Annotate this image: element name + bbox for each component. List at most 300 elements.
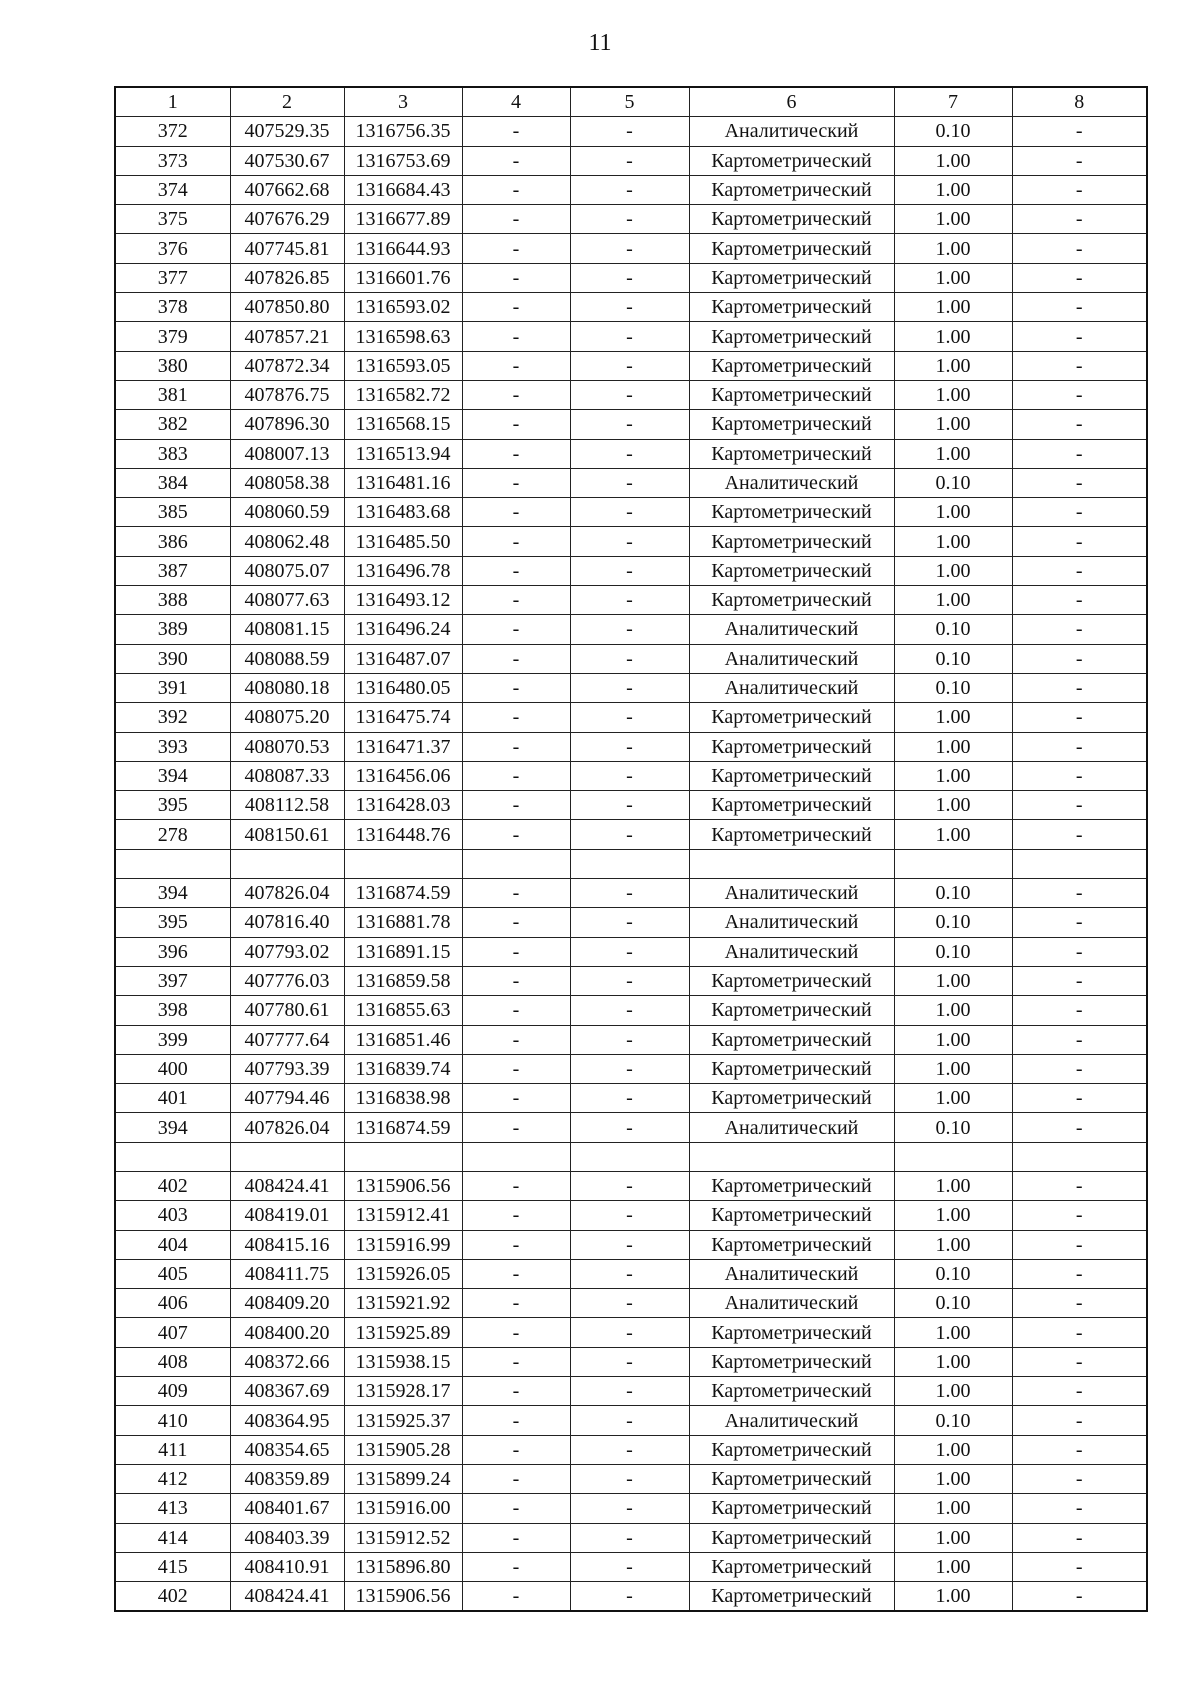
table-cell: 1316874.59 — [344, 879, 462, 908]
table-cell: - — [570, 293, 689, 322]
table-cell: 1.00 — [894, 1464, 1012, 1493]
table-cell: 410 — [115, 1406, 230, 1435]
table-row — [115, 849, 1147, 878]
table-cell: 403 — [115, 1201, 230, 1230]
table-cell: 408424.41 — [230, 1171, 344, 1200]
table-cell: 407872.34 — [230, 351, 344, 380]
table-cell: - — [462, 468, 570, 497]
table-cell: - — [462, 879, 570, 908]
table-cell: - — [570, 1054, 689, 1083]
table-cell: 1316891.15 — [344, 937, 462, 966]
table-cell: - — [462, 263, 570, 292]
table-cell: 413 — [115, 1494, 230, 1523]
table-cell: Картометрический — [689, 1230, 894, 1259]
table-cell: 1.00 — [894, 1318, 1012, 1347]
table-cell: Аналитический — [689, 117, 894, 146]
table-header-row — [115, 87, 1147, 117]
table-row — [115, 1494, 1147, 1523]
table-cell: 1.00 — [894, 966, 1012, 995]
table-row — [115, 1084, 1147, 1113]
table-cell: 408403.39 — [230, 1523, 344, 1552]
table-cell — [230, 849, 344, 878]
table-cell — [462, 849, 570, 878]
table-cell: Картометрический — [689, 1084, 894, 1113]
table-cell: Картометрический — [689, 205, 894, 234]
table-cell: 408060.59 — [230, 498, 344, 527]
table-cell: - — [1012, 1377, 1147, 1406]
table-row — [115, 644, 1147, 673]
table-cell: Картометрический — [689, 498, 894, 527]
table-cell: 407826.04 — [230, 879, 344, 908]
table-cell: 1.00 — [894, 527, 1012, 556]
table-cell: - — [462, 1464, 570, 1493]
table-cell: - — [1012, 1171, 1147, 1200]
table-cell: 384 — [115, 468, 230, 497]
table-cell: - — [570, 1435, 689, 1464]
table-cell: - — [570, 1552, 689, 1581]
table-cell: 1315916.99 — [344, 1230, 462, 1259]
table-cell: 1316881.78 — [344, 908, 462, 937]
table-cell: Картометрический — [689, 996, 894, 1025]
table-cell: - — [1012, 1084, 1147, 1113]
table-cell: 1316855.63 — [344, 996, 462, 1025]
table-cell: 408075.07 — [230, 556, 344, 585]
table-cell: - — [570, 732, 689, 761]
column-header: 7 — [894, 87, 1012, 117]
table-row — [115, 791, 1147, 820]
table-cell — [1012, 1142, 1147, 1171]
table-cell: 0.10 — [894, 117, 1012, 146]
table-cell: - — [462, 1171, 570, 1200]
table-cell: - — [462, 937, 570, 966]
table-cell: 1315906.56 — [344, 1171, 462, 1200]
table-cell: 408400.20 — [230, 1318, 344, 1347]
table-cell: 407780.61 — [230, 996, 344, 1025]
table-cell: 408007.13 — [230, 439, 344, 468]
table-cell: 407876.75 — [230, 380, 344, 409]
table-cell: 1.00 — [894, 1054, 1012, 1083]
table-row — [115, 1289, 1147, 1318]
table-cell: - — [570, 1523, 689, 1552]
table-cell — [570, 849, 689, 878]
table-row — [115, 1142, 1147, 1171]
table-cell: - — [1012, 761, 1147, 790]
table-cell: 1.00 — [894, 146, 1012, 175]
table-cell: - — [1012, 556, 1147, 585]
table-cell: Картометрический — [689, 1347, 894, 1376]
table-cell: 408424.41 — [230, 1582, 344, 1612]
column-header: 5 — [570, 87, 689, 117]
table-cell: 0.10 — [894, 644, 1012, 673]
table-cell: - — [570, 175, 689, 204]
table-cell: - — [462, 117, 570, 146]
table-cell: Картометрический — [689, 1318, 894, 1347]
table-cell: - — [570, 1464, 689, 1493]
table-row — [115, 879, 1147, 908]
table-cell: - — [570, 586, 689, 615]
table-cell: 394 — [115, 761, 230, 790]
table-cell: - — [462, 1230, 570, 1259]
table-cell: - — [1012, 468, 1147, 497]
column-header: 2 — [230, 87, 344, 117]
table-row — [115, 1201, 1147, 1230]
table-cell: 1.00 — [894, 1552, 1012, 1581]
table-cell: - — [1012, 1289, 1147, 1318]
table-cell: - — [570, 234, 689, 263]
table-cell: Аналитический — [689, 644, 894, 673]
table-cell: - — [462, 1435, 570, 1464]
table-cell: - — [462, 175, 570, 204]
table-cell: 408372.66 — [230, 1347, 344, 1376]
table-cell: 373 — [115, 146, 230, 175]
table-cell — [570, 1142, 689, 1171]
table-cell: 394 — [115, 1113, 230, 1142]
table-cell: - — [1012, 820, 1147, 849]
column-header: 4 — [462, 87, 570, 117]
table-cell: 1315899.24 — [344, 1464, 462, 1493]
table-cell: - — [570, 703, 689, 732]
table-cell: 376 — [115, 234, 230, 263]
table-cell: Картометрический — [689, 146, 894, 175]
table-cell: 374 — [115, 175, 230, 204]
table-cell: - — [462, 703, 570, 732]
table-cell: Картометрический — [689, 586, 894, 615]
table-cell: - — [570, 1318, 689, 1347]
table-cell: - — [1012, 732, 1147, 761]
table-cell: Картометрический — [689, 410, 894, 439]
table-cell: 1316839.74 — [344, 1054, 462, 1083]
table-cell: 1316753.69 — [344, 146, 462, 175]
table-cell: 1315896.80 — [344, 1552, 462, 1581]
table-cell: - — [462, 1494, 570, 1523]
table-row — [115, 351, 1147, 380]
table-cell: Картометрический — [689, 527, 894, 556]
table-cell: - — [570, 1171, 689, 1200]
table-cell: 1316593.05 — [344, 351, 462, 380]
table-cell: 1316483.68 — [344, 498, 462, 527]
table-cell: - — [570, 468, 689, 497]
table-cell: 1315912.52 — [344, 1523, 462, 1552]
table-cell: Аналитический — [689, 1113, 894, 1142]
table-cell: 1316582.72 — [344, 380, 462, 409]
table-row — [115, 322, 1147, 351]
table-cell: 382 — [115, 410, 230, 439]
table-cell: 1316428.03 — [344, 791, 462, 820]
table-cell: - — [570, 615, 689, 644]
table-cell: - — [462, 351, 570, 380]
table-cell: 408070.53 — [230, 732, 344, 761]
table-cell: Картометрический — [689, 175, 894, 204]
table-row — [115, 1552, 1147, 1581]
table-row — [115, 1171, 1147, 1200]
table-cell — [689, 1142, 894, 1171]
table-cell: 409 — [115, 1377, 230, 1406]
table-cell: 1316601.76 — [344, 263, 462, 292]
table-cell: 408081.15 — [230, 615, 344, 644]
table-row — [115, 1377, 1147, 1406]
table-cell: - — [570, 937, 689, 966]
table-cell — [689, 849, 894, 878]
table-cell: 407826.04 — [230, 1113, 344, 1142]
table-row — [115, 966, 1147, 995]
table-cell: 392 — [115, 703, 230, 732]
table-cell: 1.00 — [894, 1494, 1012, 1523]
table-cell: 375 — [115, 205, 230, 234]
table-cell: 372 — [115, 117, 230, 146]
table-cell: 1316568.15 — [344, 410, 462, 439]
table-cell: 394 — [115, 879, 230, 908]
table-cell: - — [462, 908, 570, 937]
table-cell: - — [570, 1084, 689, 1113]
table-cell: - — [1012, 1406, 1147, 1435]
table-cell: 1316513.94 — [344, 439, 462, 468]
table-cell: - — [1012, 1464, 1147, 1493]
table-row — [115, 703, 1147, 732]
table-cell: - — [462, 791, 570, 820]
table-cell: 0.10 — [894, 468, 1012, 497]
table-cell: - — [1012, 498, 1147, 527]
table-cell: Аналитический — [689, 937, 894, 966]
table-cell: 407826.85 — [230, 263, 344, 292]
table-cell: 1316756.35 — [344, 117, 462, 146]
table-row — [115, 175, 1147, 204]
table-cell: 407676.29 — [230, 205, 344, 234]
table-cell: - — [462, 1259, 570, 1288]
table-cell: Аналитический — [689, 673, 894, 702]
table-cell: - — [1012, 380, 1147, 409]
table-cell: Картометрический — [689, 1464, 894, 1493]
table-cell: - — [570, 673, 689, 702]
table-row — [115, 1435, 1147, 1464]
table-cell: Картометрический — [689, 1582, 894, 1612]
table-cell: - — [462, 293, 570, 322]
table-cell: - — [570, 1201, 689, 1230]
table-cell: 1315916.00 — [344, 1494, 462, 1523]
table-cell: - — [1012, 1230, 1147, 1259]
table-cell: - — [462, 234, 570, 263]
table-cell: 1.00 — [894, 1201, 1012, 1230]
table-cell: 389 — [115, 615, 230, 644]
table-cell: - — [462, 1582, 570, 1612]
table-row — [115, 468, 1147, 497]
table-cell: 1316859.58 — [344, 966, 462, 995]
table-cell: 1.00 — [894, 1025, 1012, 1054]
table-cell — [344, 849, 462, 878]
table-cell: Аналитический — [689, 1289, 894, 1318]
table-cell: - — [462, 439, 570, 468]
table-cell: 408077.63 — [230, 586, 344, 615]
table-cell: - — [462, 996, 570, 1025]
table-cell: - — [570, 498, 689, 527]
table-cell: - — [1012, 175, 1147, 204]
table-cell: - — [1012, 908, 1147, 937]
table-row — [115, 293, 1147, 322]
table-row — [115, 937, 1147, 966]
table-cell: 408075.20 — [230, 703, 344, 732]
table-cell: 1316448.76 — [344, 820, 462, 849]
table-cell: Картометрический — [689, 439, 894, 468]
table-cell: 408409.20 — [230, 1289, 344, 1318]
table-row — [115, 556, 1147, 585]
table-cell: 278 — [115, 820, 230, 849]
table-cell — [230, 1142, 344, 1171]
table-cell: 1.00 — [894, 205, 1012, 234]
table-cell: 1316456.06 — [344, 761, 462, 790]
table-cell: 1.00 — [894, 703, 1012, 732]
table-cell: 1.00 — [894, 1435, 1012, 1464]
table-row — [115, 586, 1147, 615]
table-cell: 408080.18 — [230, 673, 344, 702]
table-row — [115, 410, 1147, 439]
table-cell: 408364.95 — [230, 1406, 344, 1435]
table-cell: - — [570, 791, 689, 820]
table-cell: 408354.65 — [230, 1435, 344, 1464]
table-cell: - — [1012, 996, 1147, 1025]
table-cell: - — [570, 1289, 689, 1318]
coordinates-table — [114, 86, 1148, 1612]
table-row — [115, 234, 1147, 263]
table-cell: - — [462, 1377, 570, 1406]
table-cell: 408359.89 — [230, 1464, 344, 1493]
table-cell: - — [1012, 937, 1147, 966]
table-row — [115, 1347, 1147, 1376]
table-cell: Аналитический — [689, 615, 894, 644]
table-cell: 412 — [115, 1464, 230, 1493]
table-row — [115, 996, 1147, 1025]
table-cell: - — [570, 644, 689, 673]
table-cell: 1315906.56 — [344, 1582, 462, 1612]
table-cell: 396 — [115, 937, 230, 966]
table-cell: 1.00 — [894, 1347, 1012, 1376]
table-cell: 1.00 — [894, 351, 1012, 380]
table-cell: 379 — [115, 322, 230, 351]
table-cell: Аналитический — [689, 468, 894, 497]
table-cell — [115, 1142, 230, 1171]
table-cell: - — [570, 996, 689, 1025]
table-cell: 408062.48 — [230, 527, 344, 556]
table-row — [115, 263, 1147, 292]
table-cell: - — [570, 322, 689, 351]
table-cell: - — [570, 527, 689, 556]
table-cell: - — [570, 1582, 689, 1612]
table-row — [115, 146, 1147, 175]
table-cell: 407529.35 — [230, 117, 344, 146]
table-cell: Картометрический — [689, 1377, 894, 1406]
table-cell: - — [1012, 1259, 1147, 1288]
table-cell — [1012, 849, 1147, 878]
table-cell: - — [570, 439, 689, 468]
table-row — [115, 908, 1147, 937]
table-cell: Картометрический — [689, 820, 894, 849]
table-cell: Картометрический — [689, 234, 894, 263]
table-cell: 1315938.15 — [344, 1347, 462, 1376]
table-cell: 1315921.92 — [344, 1289, 462, 1318]
table-cell: - — [462, 1084, 570, 1113]
table-cell: 0.10 — [894, 1406, 1012, 1435]
table-row — [115, 1582, 1147, 1612]
table-cell: 1315912.41 — [344, 1201, 462, 1230]
table-cell: - — [1012, 1552, 1147, 1581]
table-cell: 0.10 — [894, 1259, 1012, 1288]
table-row — [115, 1054, 1147, 1083]
table-cell: 1316480.05 — [344, 673, 462, 702]
table-cell: 1.00 — [894, 380, 1012, 409]
table-cell: 0.10 — [894, 1289, 1012, 1318]
table-cell: 407776.03 — [230, 966, 344, 995]
table-cell: 1.00 — [894, 732, 1012, 761]
table-cell: 383 — [115, 439, 230, 468]
table-cell: 407793.39 — [230, 1054, 344, 1083]
table-cell: 397 — [115, 966, 230, 995]
table-cell: Картометрический — [689, 732, 894, 761]
table-cell: - — [462, 1201, 570, 1230]
table-row — [115, 1113, 1147, 1142]
table-cell: 0.10 — [894, 908, 1012, 937]
table-cell: 398 — [115, 996, 230, 1025]
table-cell: - — [1012, 615, 1147, 644]
table-cell: - — [1012, 322, 1147, 351]
table-cell: 1.00 — [894, 1523, 1012, 1552]
table-cell: 0.10 — [894, 1113, 1012, 1142]
table-cell: 1.00 — [894, 791, 1012, 820]
table-cell: Аналитический — [689, 879, 894, 908]
table-row — [115, 439, 1147, 468]
table-row — [115, 380, 1147, 409]
table-cell: - — [462, 615, 570, 644]
table-cell: - — [570, 879, 689, 908]
table-cell: 399 — [115, 1025, 230, 1054]
table-cell: - — [1012, 879, 1147, 908]
table-cell: 1.00 — [894, 586, 1012, 615]
table-cell: 1316471.37 — [344, 732, 462, 761]
table-cell: 391 — [115, 673, 230, 702]
table-cell: 408415.16 — [230, 1230, 344, 1259]
table-cell: 1316851.46 — [344, 1025, 462, 1054]
table-cell: 407857.21 — [230, 322, 344, 351]
table-cell: Картометрический — [689, 322, 894, 351]
table-cell: 381 — [115, 380, 230, 409]
table-cell: - — [1012, 234, 1147, 263]
table-cell: Картометрический — [689, 1523, 894, 1552]
column-header: 3 — [344, 87, 462, 117]
table-cell: 1.00 — [894, 498, 1012, 527]
table-cell: - — [1012, 410, 1147, 439]
table-cell: 1.00 — [894, 175, 1012, 204]
table-cell: - — [570, 1377, 689, 1406]
table-cell: - — [1012, 1054, 1147, 1083]
table-cell: 1316684.43 — [344, 175, 462, 204]
table-cell: 408087.33 — [230, 761, 344, 790]
table-cell: - — [570, 1230, 689, 1259]
table-cell: 380 — [115, 351, 230, 380]
table-cell: - — [570, 1113, 689, 1142]
table-cell: Картометрический — [689, 1201, 894, 1230]
table-cell: 0.10 — [894, 615, 1012, 644]
table-cell: - — [462, 1552, 570, 1581]
table-cell: 1.00 — [894, 293, 1012, 322]
table-row — [115, 1464, 1147, 1493]
table-cell: - — [1012, 1113, 1147, 1142]
table-row — [115, 498, 1147, 527]
table-cell: 0.10 — [894, 879, 1012, 908]
table-row — [115, 1406, 1147, 1435]
table-cell: 407745.81 — [230, 234, 344, 263]
table-cell: 1.00 — [894, 1377, 1012, 1406]
table-row — [115, 1259, 1147, 1288]
table-cell: 408 — [115, 1347, 230, 1376]
table-cell: 415 — [115, 1552, 230, 1581]
table-cell: 0.10 — [894, 673, 1012, 702]
